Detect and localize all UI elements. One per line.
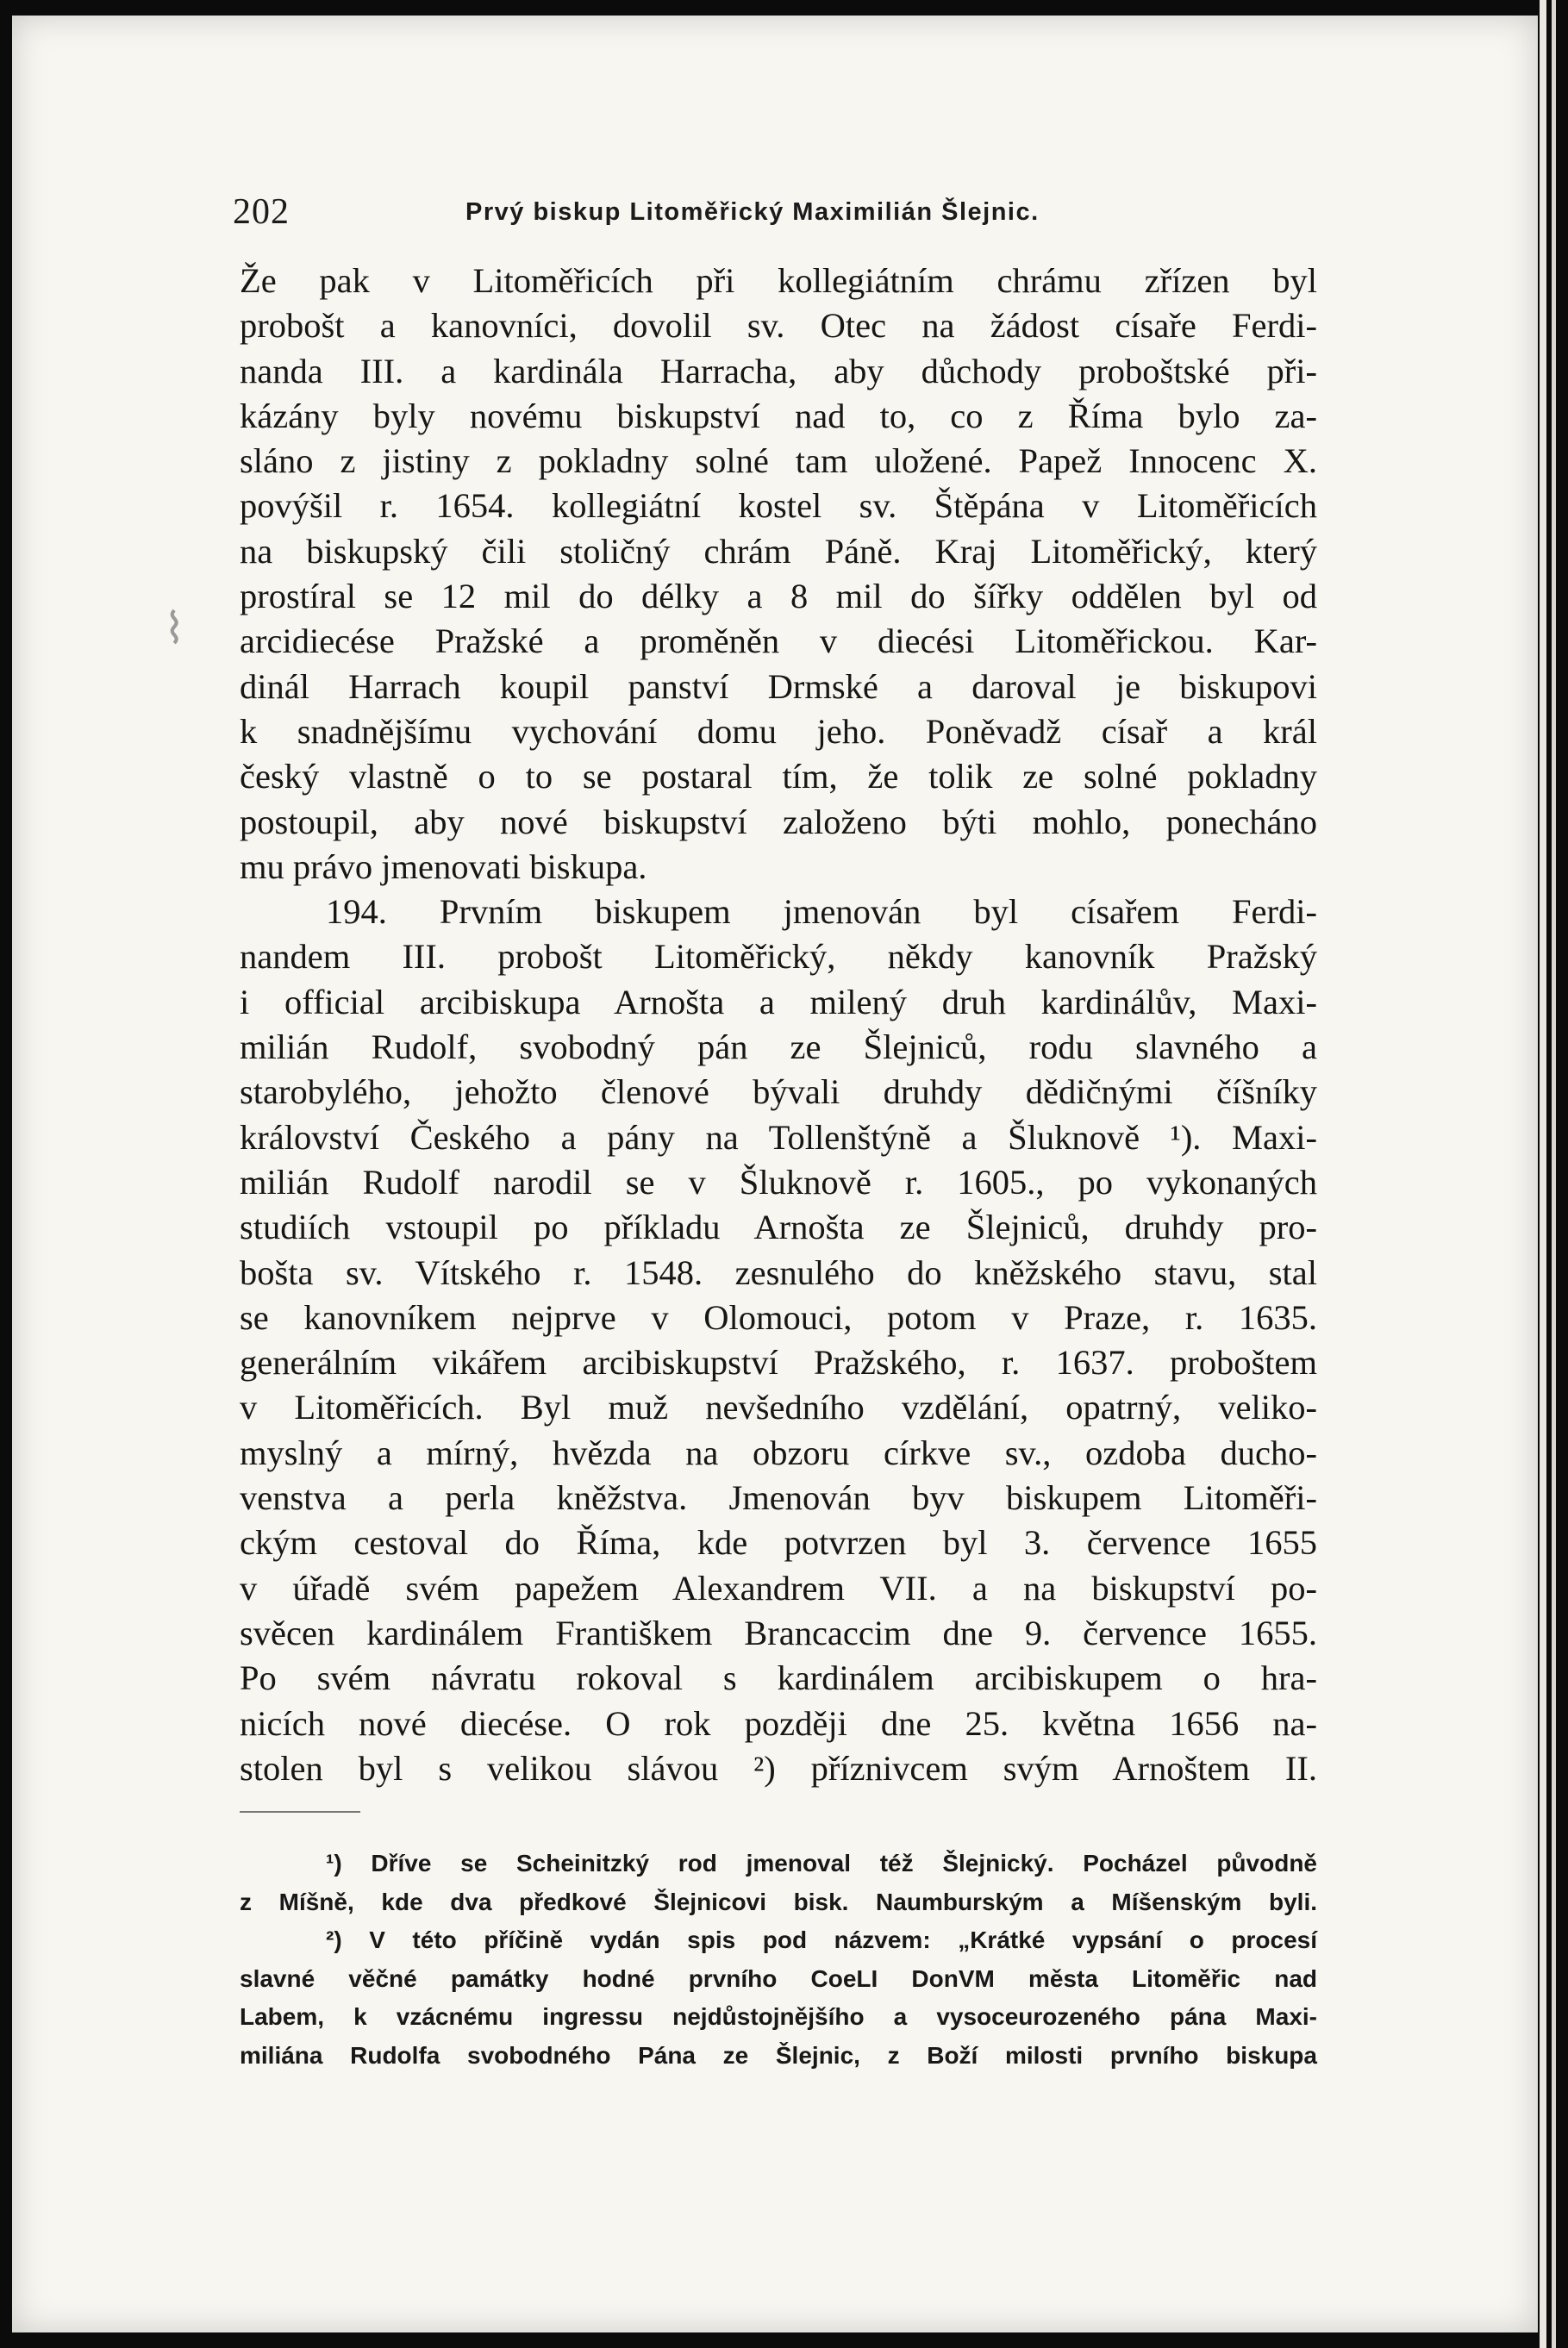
- page-header: [233, 191, 1327, 243]
- text-line: v úřadě svém papežem Alexandrem VII. a na biskupství po-: [240, 1568, 1317, 1608]
- footnote-line: slavné věčné památky hodné prvního CoeLI DonVM města Litoměřic nad: [240, 1964, 1317, 1992]
- text-line: starobylého, jehožto členové bývali druhdy dědičnými číšníky: [240, 1072, 1317, 1112]
- text-line: na biskupský čili stoličný chrám Páně. Kraj Litoměřický, který: [240, 531, 1317, 571]
- footnote-line: z Míšně, kde dva předkové Šlejnicovi bisk. Naumburským a Míšenským byli.: [240, 1888, 1317, 1915]
- text-line: svěcen kardinálem Františkem Brancaccim dne 9. července 1655.: [240, 1613, 1317, 1652]
- running-head: Prvý biskup Litoměřický Maximilián Šlejnic.: [465, 198, 1040, 226]
- text-line: ckým cestoval do Říma, kde potvrzen byl 3. července 1655: [240, 1523, 1317, 1563]
- text-line: myslný a mírný, hvězda na obzoru církve sv., ozdoba ducho-: [240, 1433, 1317, 1472]
- main-text: [240, 259, 1317, 1791]
- text-line: mu právo jmenovati biskupa.: [240, 846, 647, 886]
- text-line: k snadnějšímu vychování domu jeho. Poněvadž císař a král: [240, 711, 1317, 751]
- text-line: venstva a perla kněžstva. Jmenován byv biskupem Litoměři-: [240, 1478, 1317, 1518]
- text-line: milián Rudolf, svobodný pán ze Šlejniců, rodu slavného a: [240, 1027, 1317, 1067]
- footnote-line: ¹) Dříve se Scheinitzký rod jmenoval též Šlejnický. Pocházel původně: [326, 1850, 1317, 1877]
- text-line: dinál Harrach koupil panství Drmské a daroval je biskupovi: [240, 666, 1317, 706]
- footnote-divider: [240, 1811, 360, 1813]
- text-line: povýšil r. 1654. kollegiátní kostel sv. Štěpána v Litoměřicích: [240, 486, 1317, 526]
- margin-pencil-mark: ⌇: [164, 604, 185, 653]
- text-line: království Českého a pány na Tollenštýně a Šluknově ¹). Maxi-: [240, 1117, 1317, 1157]
- page-number: 202: [233, 192, 290, 232]
- footnote-line: Labem, k vzácnému ingressu nejdůstojnějšího a vysoceurozeného pána Maxi-: [240, 2003, 1317, 2030]
- page-edge: [1540, 0, 1546, 2348]
- text-line: Po svém návratu rokoval s kardinálem arcibiskupem o hra-: [240, 1658, 1317, 1698]
- text-line: probošt a kanovníci, dovolil sv. Otec na žádost císaře Ferdi-: [240, 306, 1317, 346]
- paragraph-start: 194. Prvním biskupem jmenován byl císařem Ferdi-: [326, 892, 1317, 932]
- footnote-line: ²) V této příčině vydán spis pod názvem: „Krátké vypsání o procesí: [326, 1926, 1317, 1953]
- text-line: nicích nové diecése. O rok později dne 25. května 1656 na-: [240, 1703, 1317, 1743]
- text-line: v Litoměřicích. Byl muž nevšedního vzdělání, opatrný, veliko-: [240, 1388, 1317, 1427]
- text-line: milián Rudolf narodil se v Šluknově r. 1605., po vykonaných: [240, 1162, 1317, 1202]
- text-line: nanda III. a kardinála Harracha, aby důchody proboštské při-: [240, 351, 1317, 390]
- text-line: studiích vstoupil po příkladu Arnošta ze Šlejniců, druhdy pro-: [240, 1208, 1317, 1247]
- text-line: i official arcibiskupa Arnošta a milený druh kardinálův, Maxi-: [240, 982, 1317, 1021]
- footnote-line: miliána Rudolfa svobodného Pána ze Šlejnic, z Boží milosti prvního biskupa: [240, 2041, 1317, 2069]
- text-line: Že pak v Litoměřicích při kollegiátním chrámu zřízen byl: [240, 261, 1317, 300]
- footnotes: [240, 1845, 1317, 2075]
- text-line: nandem III. probošt Litoměřický, někdy kanovník Pražský: [240, 937, 1317, 977]
- text-line: postoupil, aby nové biskupství založeno býti mohlo, ponecháno: [240, 802, 1317, 841]
- text-line: stolen byl s velikou slávou ²) příznivcem svým Arnoštem II.: [240, 1748, 1317, 1788]
- text-line: sláno z jistiny z pokladny solné tam uložené. Papež Innocenc X.: [240, 441, 1317, 481]
- text-line: bošta sv. Vítského r. 1548. zesnulého do kněžského stavu, stal: [240, 1252, 1317, 1292]
- text-line: český vlastně o to se postaral tím, že tolik ze solné pokladny: [240, 757, 1317, 796]
- text-line: generálním vikářem arcibiskupství Pražského, r. 1637. proboštem: [240, 1343, 1317, 1383]
- text-line: prostíral se 12 mil do délky a 8 mil do šířky oddělen byl od: [240, 577, 1317, 616]
- text-line: kázány byly novému biskupství nad to, co z Říma bylo za-: [240, 396, 1317, 435]
- page-edge-shadow: [1552, 0, 1556, 2348]
- text-line: se kanovníkem nejprve v Olomouci, potom v Praze, r. 1635.: [240, 1297, 1317, 1337]
- text-line: arcidiecése Pražské a proměněn v diecési Litoměřickou. Kar-: [240, 621, 1317, 661]
